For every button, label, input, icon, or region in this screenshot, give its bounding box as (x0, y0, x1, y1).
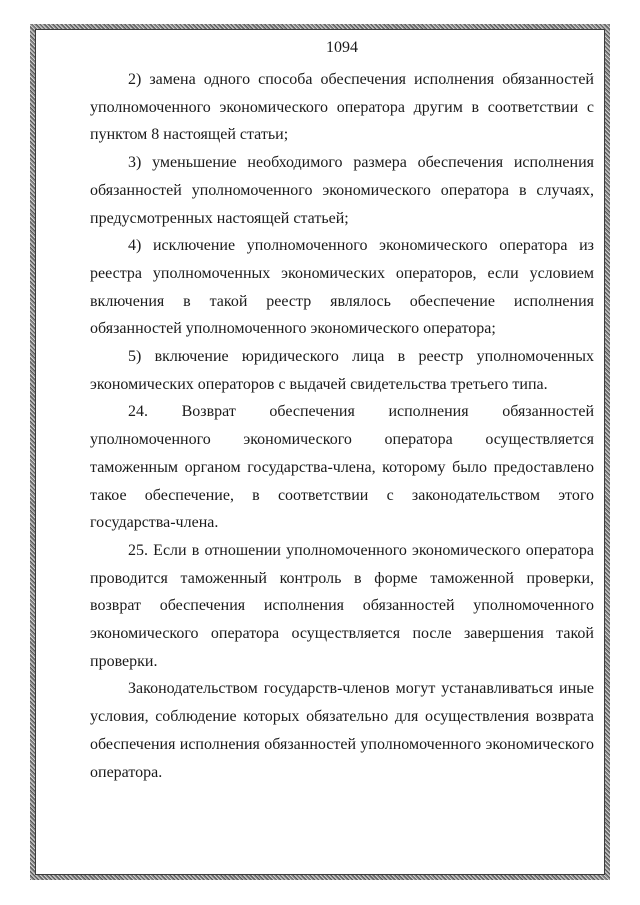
page-number: 1094 (326, 39, 358, 56)
paragraph-clause-25: 25. Если в отношении уполномоченного экономического оператора проводится таможенный контроль в форме таможенной проверки, возврат обеспечения исполнения обязанностей уполномоченного экономического оператора осуществляется после завершения такой проверки. (90, 541, 594, 670)
paragraph-item-2: 2) замена одного способа обеспечения исполнения обязанностей уполномоченного экономического оператора другим в соответствии с пунктом 8 настоящей статьи; (90, 71, 594, 144)
paragraph-clause-24: 24. Возврат обеспечения исполнения обязанностей уполномоченного экономического оператора осуществляется таможенным органом государства-члена, которому было предоставлено такое обеспечение, в соответствии с законодательством этого государства-члена. (90, 403, 594, 532)
page-content (90, 38, 594, 786)
paragraph-item-3: 3) уменьшение необходимого размера обеспечения исполнения обязанностей уполномоченного экономического оператора в случаях, предусмотренных настоящей статьей; (90, 154, 594, 227)
paragraph-item-4: 4) исключение уполномоченного экономического оператора из реестра уполномоченных экономических операторов, если условием включения в такой реестр являлось обеспечение исполнения обязанностей уполномоченного экономического оператора; (90, 237, 594, 338)
paragraph-legislation-note: Законодательством государств-членов могут устанавливаться иные условия, соблюдение которых обязательно для осуществления возврата обеспечения исполнения обязанностей уполномоченного экономического оператора. (90, 680, 594, 781)
paragraph-item-5: 5) включение юридического лица в реестр уполномоченных экономических операторов с выдачей свидетельства третьего типа. (90, 348, 594, 393)
